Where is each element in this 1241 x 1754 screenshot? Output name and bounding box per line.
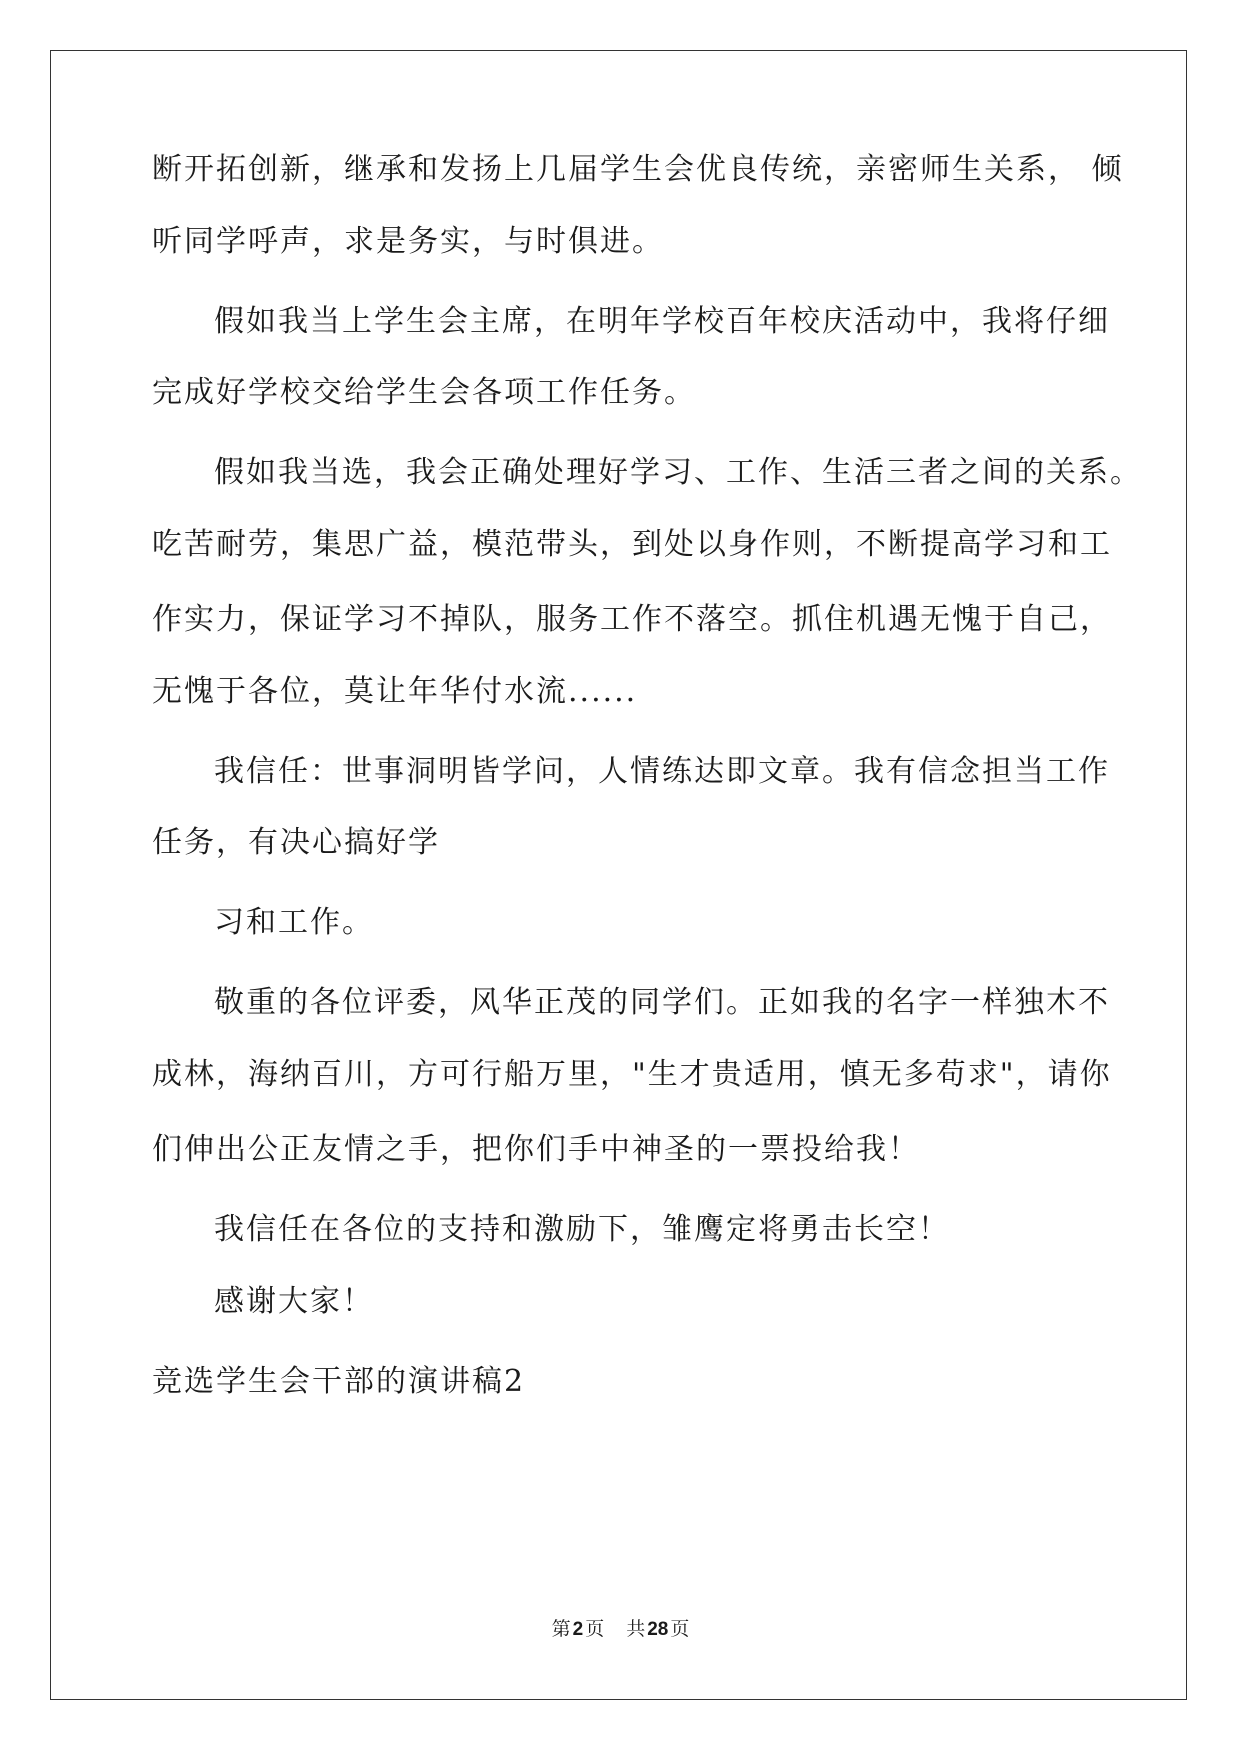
page-prefix: 第 bbox=[551, 1618, 571, 1640]
text-line: 听同学呼声，求是务实，与时俱进。 bbox=[152, 224, 664, 259]
text-line: 假如我当上学生会主席，在明年学校百年校庆活动中，我将仔细 bbox=[214, 304, 1110, 339]
total-prefix: 共 bbox=[626, 1618, 646, 1640]
text-line: 作实力，保证学习不掉队，服务工作不落空。抓住机遇无愧于自己， bbox=[152, 602, 1112, 637]
text-line: 完成好学校交给学生会各项工作任务。 bbox=[152, 375, 696, 410]
total-suffix: 页 bbox=[670, 1618, 690, 1640]
text-line: 我信任在各位的支持和激励下，雏鹰定将勇击长空！ bbox=[214, 1212, 950, 1247]
page-total: 28 bbox=[647, 1619, 669, 1640]
text-line: 习和工作。 bbox=[214, 905, 374, 940]
text-line: 任务，有决心搞好学 bbox=[152, 825, 440, 860]
text-line: 假如我当选，我会正确处理好学习、工作、生活三者之间的关系。 bbox=[214, 455, 1142, 490]
section-heading: 竞选学生会干部的演讲稿2 bbox=[152, 1364, 526, 1399]
page-number: 2 bbox=[572, 1619, 584, 1640]
page-footer bbox=[0, 1617, 1241, 1642]
text-line: 们伸出公正友情之手，把你们手中神圣的一票投给我！ bbox=[152, 1132, 920, 1167]
text-line: 无愧于各位，莫让年华付水流...... bbox=[152, 674, 638, 709]
text-line: 吃苦耐劳，集思广益，模范带头，到处以身作则，不断提高学习和工 bbox=[152, 527, 1112, 562]
text-line: 感谢大家！ bbox=[214, 1284, 374, 1319]
text-line: 我信任：世事洞明皆学问，人情练达即文章。我有信念担当工作 bbox=[214, 754, 1110, 789]
text-line: 敬重的各位评委，风华正茂的同学们。正如我的名字一样独木不 bbox=[214, 985, 1110, 1020]
page-border bbox=[50, 50, 1187, 1700]
text-line: 断开拓创新，继承和发扬上几届学生会优良传统，亲密师生关系， 倾 bbox=[152, 152, 1124, 187]
page-suffix: 页 bbox=[585, 1618, 605, 1640]
text-line: 成林，海纳百川，方可行船万里，"生才贵适用，慎无多苟求"，请你 bbox=[152, 1057, 1112, 1092]
